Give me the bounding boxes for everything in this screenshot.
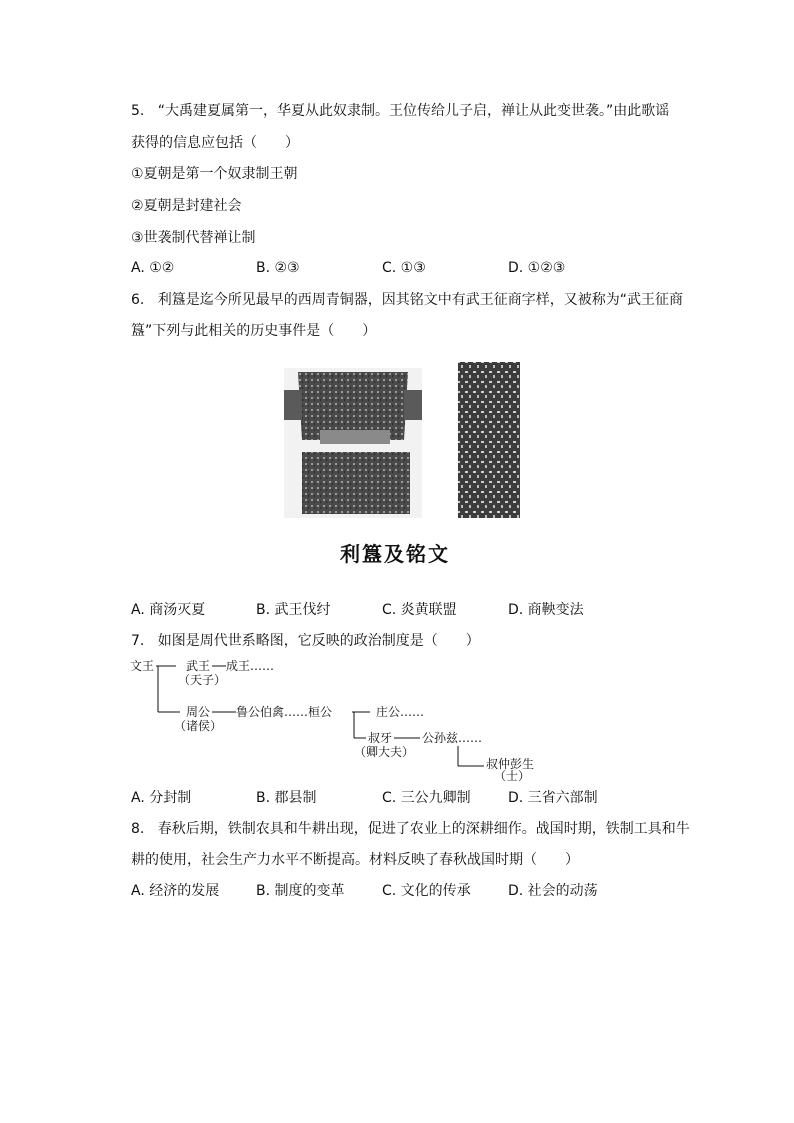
- node-shuya: 叔牙: [368, 731, 393, 745]
- q7-option-b: B. 郡县制: [256, 790, 317, 806]
- q8-stem-line2: 耕的使用，社会生产力水平不断提高。材料反映了春秋战国时期（ ）: [131, 852, 579, 868]
- q8-option-c: C. 文化的传承: [382, 883, 471, 899]
- q5-option-c: C. ①③: [382, 260, 426, 276]
- bronze-vessel-image: [284, 368, 422, 518]
- q7-number: 7.: [131, 633, 145, 649]
- q5-statement-2: ②夏朝是封建社会: [131, 198, 242, 214]
- label-qingdafu: （卿大夫）: [354, 745, 415, 759]
- q8-option-d: D. 社会的动荡: [508, 883, 598, 899]
- q5-stem-text1: “大禹建夏属第一，华夏从此奴隶制。王位传给儿子启，禅让从此变世袭。”由此歌谣: [157, 103, 670, 119]
- node-wuwang: 武王: [186, 659, 211, 673]
- q5-option-b: B. ②③: [256, 260, 300, 276]
- q8-option-b: B. 制度的变革: [256, 883, 345, 899]
- q7-stem-line1: [131, 631, 480, 651]
- node-zhougong: 周公: [186, 705, 211, 719]
- q6-stem-line2: 簋”下列与此相关的历史事件是（ ）: [131, 323, 377, 339]
- node-chengwang: 成王……: [226, 659, 275, 673]
- q6-option-c: C. 炎黄联盟: [382, 602, 457, 618]
- q7-option-d: D. 三省六部制: [508, 790, 598, 806]
- q8-option-a: A. 经济的发展: [131, 883, 220, 899]
- q6-number: 6.: [131, 292, 145, 308]
- node-lugong: 鲁公伯禽……桓公: [236, 705, 333, 719]
- li-gui-figure: [280, 360, 520, 520]
- q6-option-d: D. 商鞅变法: [508, 602, 584, 618]
- node-shuzhong: 叔仲彭生: [486, 757, 535, 771]
- q5-option-a: A. ①②: [131, 260, 175, 276]
- q5-statement-1: ①夏朝是第一个奴隶制王朝: [131, 166, 298, 182]
- q5-stem-line2: 获得的信息应包括（ ）: [131, 135, 299, 151]
- q7-stem-text1: 如图是周代世系略图，它反映的政治制度是（ ）: [157, 633, 480, 649]
- q5-statement-3: ③世袭制代替禅让制: [131, 230, 256, 246]
- q5-stem-line1: [131, 101, 669, 121]
- q6-stem-text1: 利簋是迄今所见最早的西周青铜器，因其铭文中有武王征商字样，又被称为“武王征商: [157, 292, 683, 308]
- node-gongsunzi: 公孙兹……: [422, 731, 483, 745]
- q8-stem-text1: 春秋后期，铁制农具和牛耕出现，促进了农业上的深耕细作。战国时期，铁制工具和牛: [157, 821, 690, 837]
- q7-option-a: A. 分封制: [131, 790, 192, 806]
- label-shi: （士）: [494, 769, 531, 783]
- node-wenwang: 文王: [130, 659, 155, 673]
- figure-caption: 利簋及铭文: [340, 542, 450, 566]
- label-tianzi: （天子）: [178, 673, 227, 687]
- q7-option-c: C. 三公九卿制: [382, 790, 471, 806]
- label-zhuhou: （诸侯）: [174, 719, 223, 733]
- node-zhuanggong: 庄公……: [376, 705, 425, 719]
- q6-option-b: B. 武王伐纣: [256, 602, 331, 618]
- inscription-rubbing-image: [458, 362, 520, 518]
- q6-option-a: A. 商汤灭夏: [131, 602, 206, 618]
- q5-number: 5.: [131, 103, 145, 119]
- q8-number: 8.: [131, 821, 145, 837]
- q5-option-d: D. ①②③: [508, 260, 566, 276]
- q8-stem-line1: [131, 819, 690, 839]
- zhou-lineage-diagram: [128, 654, 568, 784]
- q6-stem-line1: [131, 290, 683, 310]
